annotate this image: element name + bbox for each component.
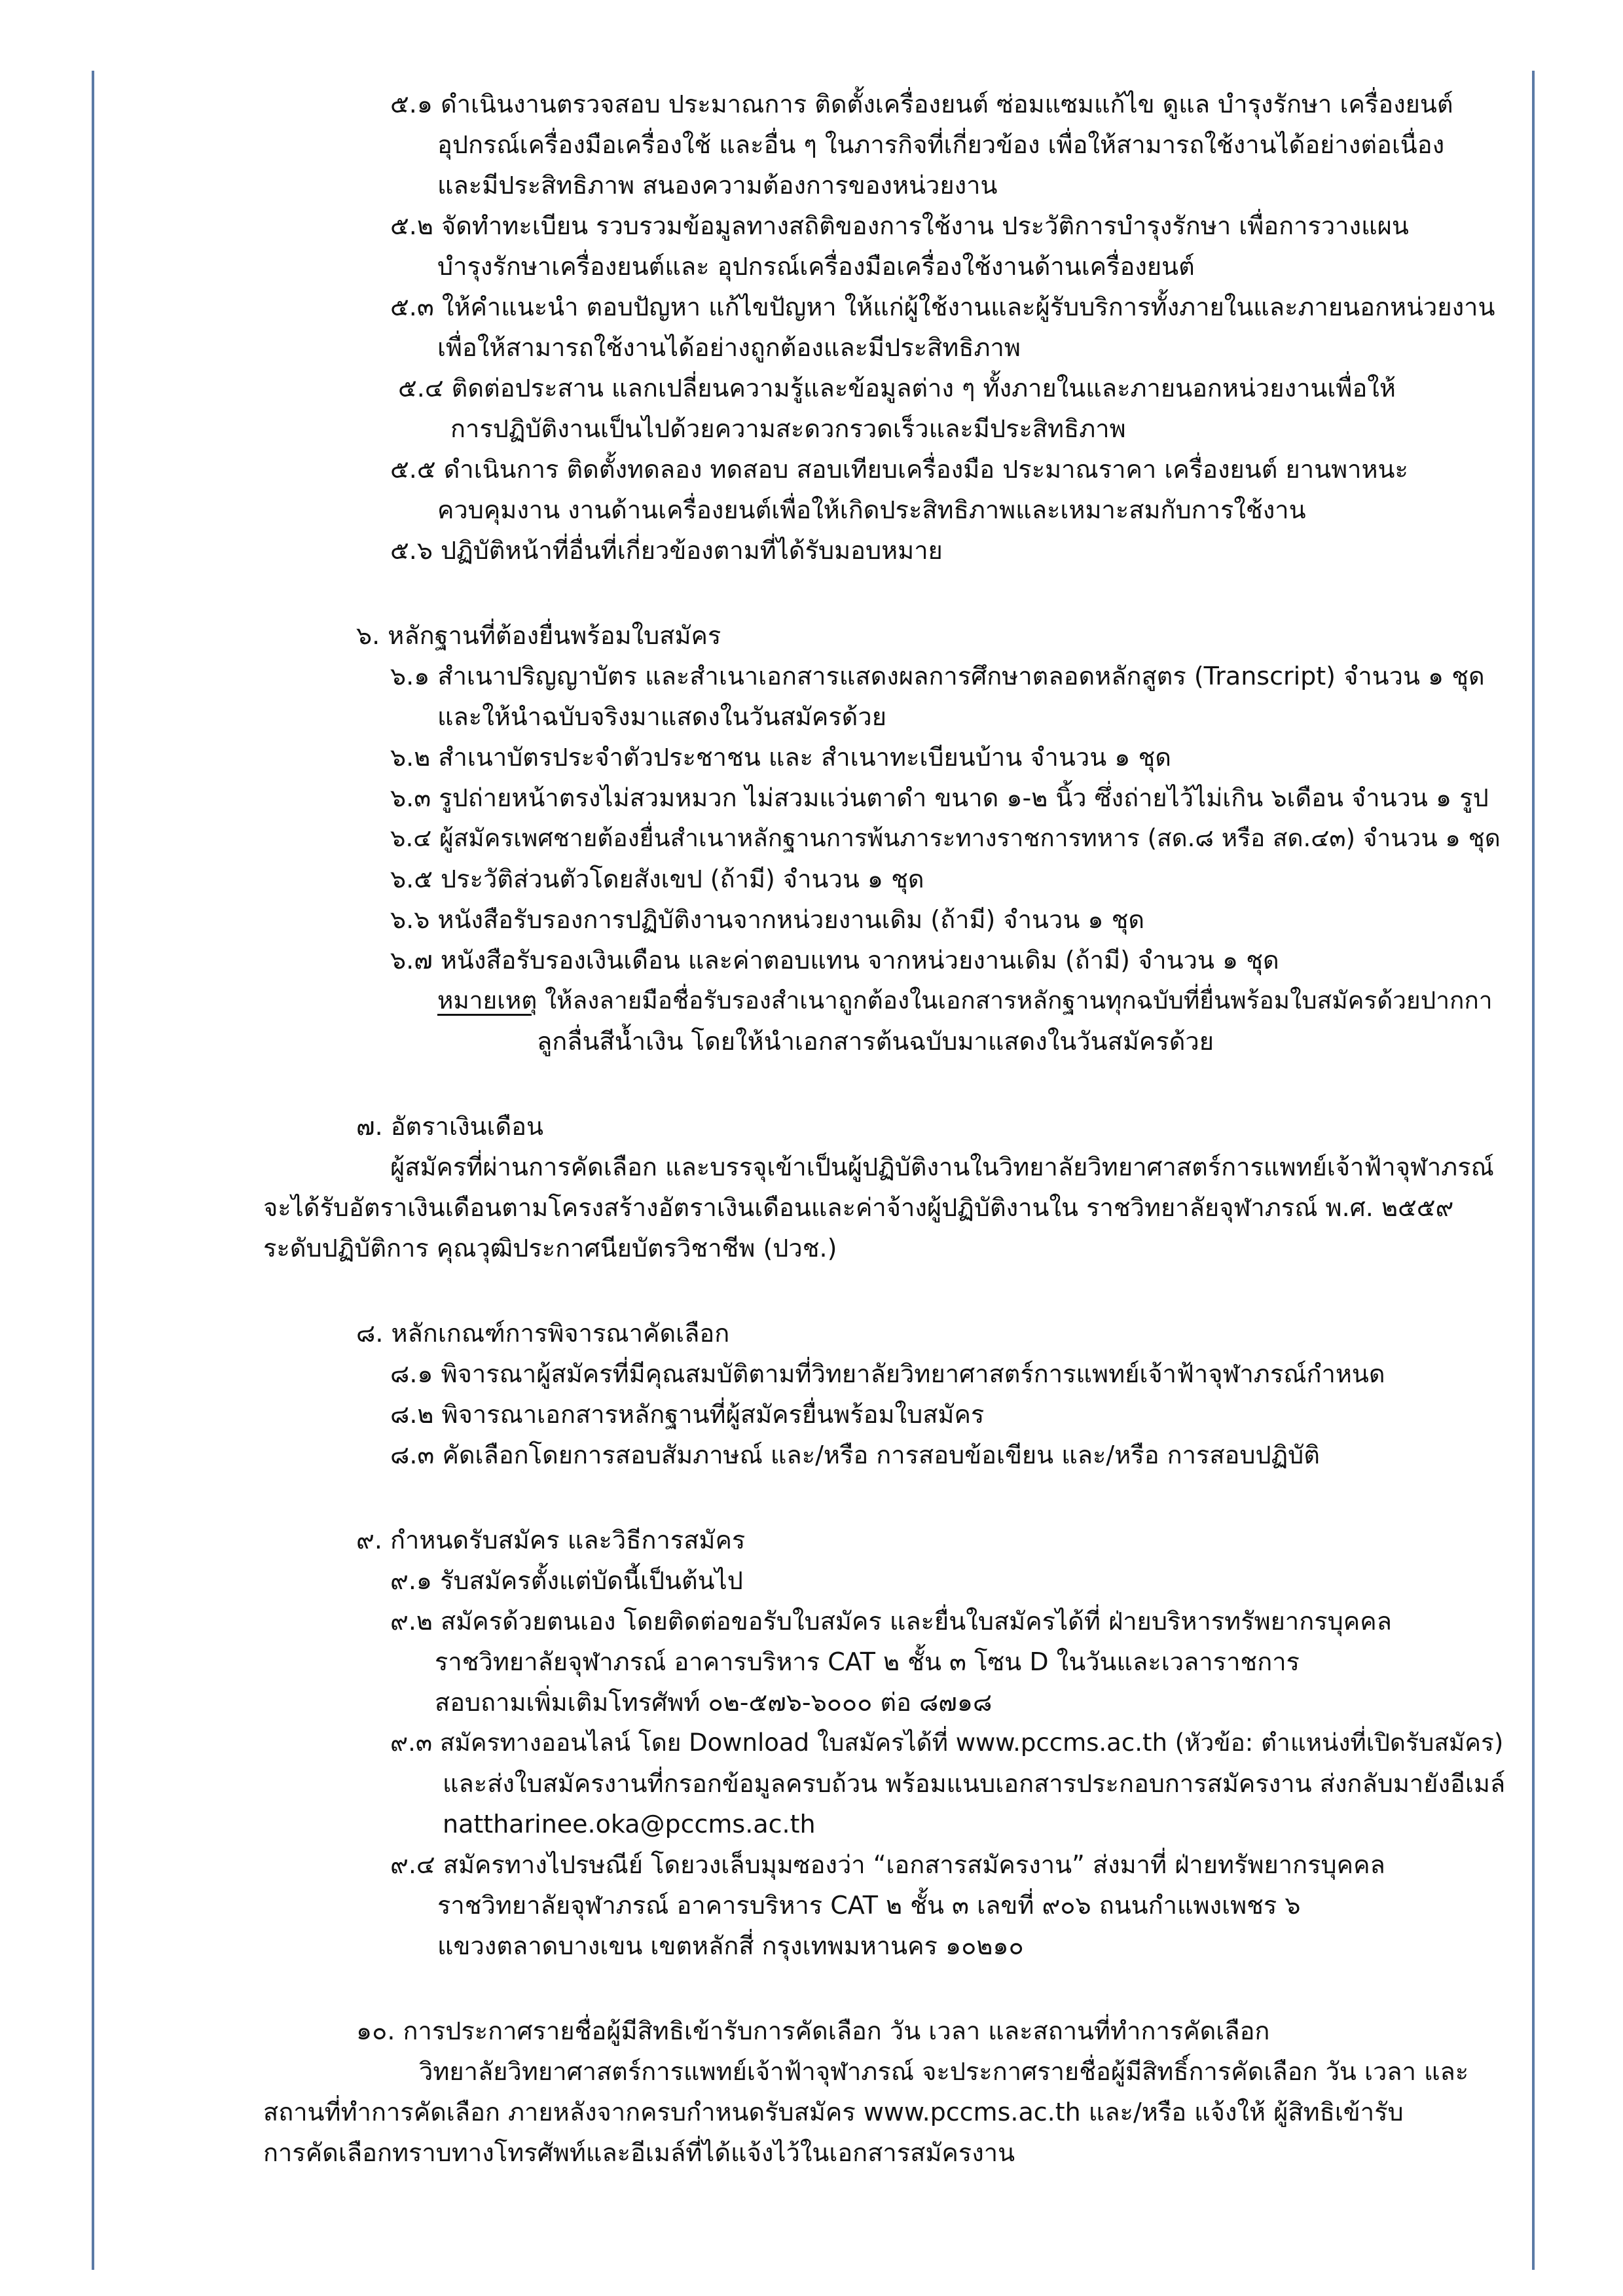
item-6-2: ๖.๒ สำเนาบัตรประจำตัวประชาชน และ สำเนาทะเบียนบ้าน จำนวน ๑ ชุด [390,743,1171,772]
note-line-1 [437,980,1493,1021]
item-5-5-line-2: ควบคุมงาน งานด้านเครื่องยนต์เพื่อให้เกิดประสิทธิภาพและเหมาะสมกับการใช้งาน [437,495,1306,524]
section-10-line-3: การคัดเลือกทราบทางโทรศัพท์และอีเมล์ที่ได้แจ้งไว้ในเอกสารสมัครงาน [263,2138,1015,2167]
section-9-heading: ๙. กำหนดรับสมัคร และวิธีการสมัคร [356,1526,746,1554]
item-9-2-line-2: ราชวิทยาลัยจุฬาภรณ์ อาคารบริหาร CAT ๒ ชั้น ๓ โซน D ในวันและเวลาราชการ [435,1647,1300,1676]
item-9-2-line-1: ๙.๒ สมัครด้วยตนเอง โดยติดต่อขอรับใบสมัคร และยื่นใบสมัครได้ที่ ฝ่ายบริหารทรัพยากรบุคคล [390,1607,1392,1636]
item-9-3-line-2: และส่งใบสมัครงานที่กรอกข้อมูลครบถ้วน พร้อมแนบเอกสารประกอบการสมัครงาน ส่งกลับมายังอีเมล์ [443,1769,1506,1798]
section-7-line-2: จะได้รับอัตราเงินเดือนตามโครงสร้างอัตราเงินเดือนและค่าจ้างผู้ปฏิบัติงานใน ราชวิทยาลัยจุฬาภรณ์ พ.ศ. ๒๕๕๙ [263,1193,1454,1222]
item-5-4-line-1: ๕.๔ ติดต่อประสาน แลกเปลี่ยนความรู้และข้อมูลต่าง ๆ ทั้งภายในและภายนอกหน่วยงานเพื่อให้ [398,374,1396,403]
item-5-1-line-2: อุปกรณ์เครื่องมือเครื่องใช้ และอื่น ๆ ในภารกิจที่เกี่ยวข้อง เพื่อให้สามารถใช้งานได้อย่างต่อเนื่อง [437,130,1445,159]
item-5-3-line-1: ๕.๓ ให้คำแนะนำ ตอบปัญหา แก้ไขปัญหา ให้แก่ผู้ใช้งานและผู้รับบริการทั้งภายในและภายนอกหน่วยงาน [390,293,1495,321]
item-9-1: ๙.๑ รับสมัครตั้งแต่บัดนี้เป็นต้นไป [390,1566,743,1595]
item-9-3-line-1: ๙.๓ สมัครทางออนไลน์ โดย Download ใบสมัครได้ที่ www.pccms.ac.th (หัวข้อ: ตำแหน่งที่เปิดรับสมัคร) [390,1729,1504,1757]
item-5-6: ๕.๖ ปฏิบัติหน้าที่อื่นที่เกี่ยวข้องตามที่ได้รับมอบหมาย [390,536,943,565]
item-8-2: ๘.๒ พิจารณาเอกสารหลักฐานที่ผู้สมัครยื่นพร้อมใบสมัคร [390,1400,985,1429]
note-label: หมายเหตุ [437,986,538,1014]
item-5-4-line-2: การปฏิบัติงานเป็นไปด้วยความสะดวกรวดเร็วและมีประสิทธิภาพ [450,414,1126,443]
item-5-3-line-2: เพื่อให้สามารถใช้งานได้อย่างถูกต้องและมีประสิทธิภาพ [437,333,1021,362]
item-6-1-line-2: และให้นำฉบับจริงมาแสดงในวันสมัครด้วย [437,702,886,731]
section-7-line-1: ผู้สมัครที่ผ่านการคัดเลือก และบรรจุเข้าเป็นผู้ปฏิบัติงานในวิทยาลัยวิทยาศาสตร์การแพทย์เจ้าฟ้าจุฬาภรณ์ [390,1153,1494,1181]
section-7-heading: ๗. อัตราเงินเดือน [356,1112,543,1141]
section-10-line-2: สถานที่ทำการคัดเลือก ภายหลังจากครบกำหนดรับสมัคร www.pccms.ac.th และ/หรือ แจ้งให้ ผู้สิทธิเข้ารับ [263,2098,1404,2126]
note-line-2: ลูกลื่นสีน้ำเงิน โดยให้นำเอกสารต้นฉบับมาแสดงในวันสมัครด้วย [537,1027,1214,1056]
item-6-7: ๖.๗ หนังสือรับรองเงินเดือน และค่าตอบแทน จากหน่วยงานเดิม (ถ้ามี) จำนวน ๑ ชุด [390,946,1279,975]
note-text-1: ให้ลงลายมือชื่อรับรองสำเนาถูกต้องในเอกสารหลักฐานทุกฉบับที่ยื่นพร้อมใบสมัครด้วยปากกา [537,986,1493,1014]
item-9-3-line-3: nattharinee.oka@pccms.ac.th [443,1810,816,1839]
item-6-3: ๖.๓ รูปถ่ายหน้าตรงไม่สวมหมวก ไม่สวมแว่นตาดำ ขนาด ๑-๒ นิ้ว ซึ่งถ่ายไว้ไม่เกิน ๖เดือน จำนวน ๑ รูป [390,783,1489,812]
item-5-5-line-1: ๕.๕ ดำเนินการ ติดตั้งทดลอง ทดสอบ สอบเทียบเครื่องมือ ประมาณราคา เครื่องยนต์ ยานพาหนะ [390,455,1408,484]
item-5-2-line-1: ๕.๒ จัดทำทะเบียน รวบรวมข้อมูลทางสถิติของการใช้งาน ประวัติการบำรุงรักษา เพื่อการวางแผน [390,211,1409,240]
item-6-5: ๖.๕ ประวัติส่วนตัวโดยสังเขป (ถ้ามี) จำนวน ๑ ชุด [390,865,924,893]
item-8-3: ๘.๓ คัดเลือกโดยการสอบสัมภาษณ์ และ/หรือ การสอบข้อเขียน และ/หรือ การสอบปฏิบัติ [390,1441,1320,1469]
item-5-1-line-1: ๕.๑ ดำเนินงานตรวจสอบ ประมาณการ ติดตั้งเครื่องยนต์ ซ่อมแซมแก้ไข ดูแล บำรุงรักษา เครื่องยนต์ [390,90,1453,118]
item-9-4-line-1: ๙.๔ สมัครทางไปรษณีย์ โดยวงเล็บมุมซองว่า “เอกสารสมัครงาน” ส่งมาที่ ฝ่ายทรัพยากรบุคคล [390,1850,1385,1879]
section-6-heading: ๖. หลักฐานที่ต้องยื่นพร้อมใบสมัคร [356,621,721,650]
item-5-1-line-3: และมีประสิทธิภาพ สนองความต้องการของหน่วยงาน [437,171,998,200]
item-9-2-line-3: สอบถามเพิ่มเติมโทรศัพท์ ๐๒-๕๗๖-๖๐๐๐ ต่อ ๘๗๑๘ [435,1688,993,1717]
section-8-heading: ๘. หลักเกณฑ์การพิจารณาคัดเลือก [356,1319,730,1348]
section-10-line-1: วิทยาลัยวิทยาศาสตร์การแพทย์เจ้าฟ้าจุฬาภรณ์ จะประกาศรายชื่อผู้มีสิทธิ์การคัดเลือก วัน เวลา และ [419,2057,1469,2086]
section-7-line-3: ระดับปฏิบัติการ คุณวุฒิประกาศนียบัตรวิชาชีพ (ปวช.) [263,1234,837,1263]
item-6-6: ๖.๖ หนังสือรับรองการปฏิบัติงานจากหน่วยงานเดิม (ถ้ามี) จำนวน ๑ ชุด [390,905,1145,934]
section-10-heading: ๑๐. การประกาศรายชื่อผู้มีสิทธิเข้ารับการคัดเลือก วัน เวลา และสถานที่ทำการคัดเลือก [356,2017,1270,2045]
item-9-4-line-2: ราชวิทยาลัยจุฬาภรณ์ อาคารบริหาร CAT ๒ ชั้น ๓ เลขที่ ๙๐๖ ถนนกำแพงเพชร ๖ [437,1891,1301,1920]
item-6-1-line-1: ๖.๑ สำเนาปริญญาบัตร และสำเนาเอกสารแสดงผลการศึกษาตลอดหลักสูตร (Transcript) จำนวน ๑ ชุด [390,662,1485,691]
item-5-2-line-2: บำรุงรักษาเครื่องยนต์และ อุปกรณ์เครื่องมือเครื่องใช้งานด้านเครื่องยนต์ [437,252,1195,281]
item-8-1: ๘.๑ พิจารณาผู้สมัครที่มีคุณสมบัติตามที่วิทยาลัยวิทยาศาสตร์การแพทย์เจ้าฟ้าจุฬาภรณ์กำหนด [390,1359,1385,1388]
item-6-4: ๖.๔ ผู้สมัครเพศชายต้องยื่นสำเนาหลักฐานการพ้นภาระทางราชการทหาร (สด.๘ หรือ สด.๔๓) จำนวน ๑ ชุด [390,824,1501,852]
item-9-4-line-3: แขวงตลาดบางเขน เขตหลักสี่ กรุงเทพมหานคร ๑๐๒๑๐ [437,1931,1024,1960]
